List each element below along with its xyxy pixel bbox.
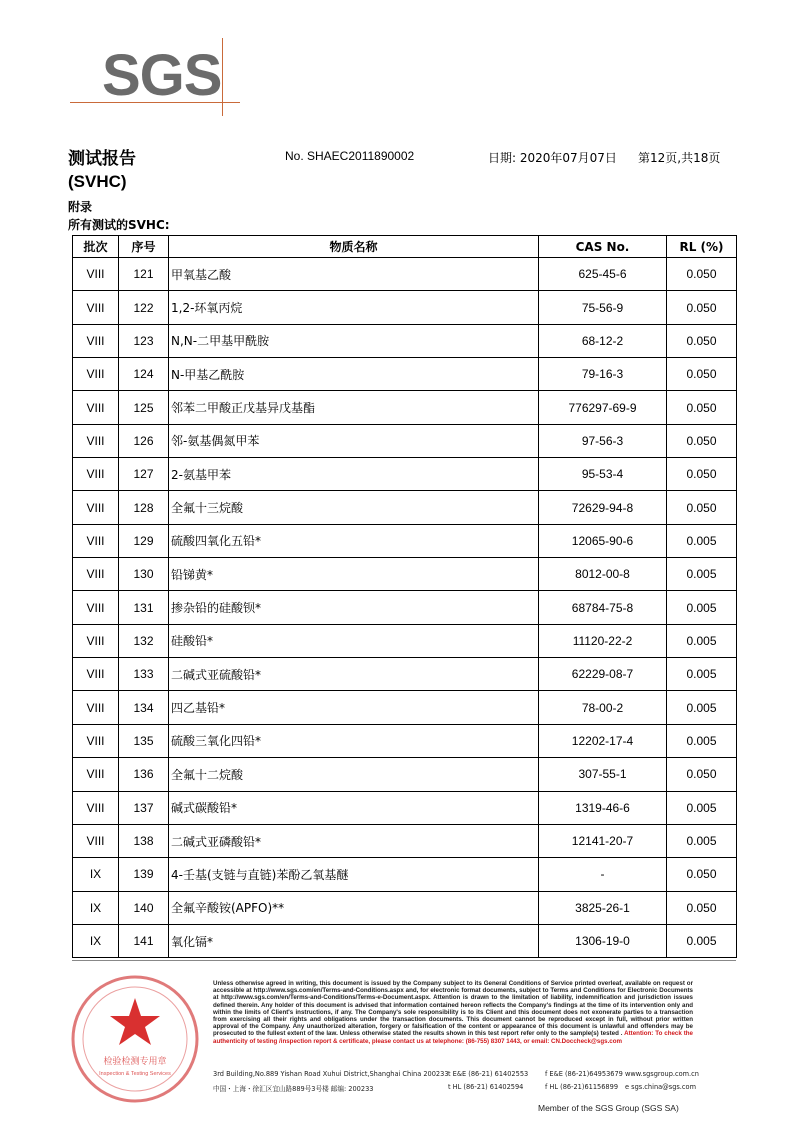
batch-cell: VIII [73, 391, 119, 424]
svhc-table [72, 235, 737, 958]
address-en: 3rd Building,No.889 Yishan Road Xuhui District,Shanghai China 200233 [213, 1070, 449, 1078]
table-row [73, 924, 737, 957]
seq-cell: 135 [119, 724, 169, 757]
table-row [73, 358, 737, 391]
table-row [73, 624, 737, 657]
report-number: No. SHAEC2011890002 [285, 149, 415, 163]
email: e sgs.china@sgs.com [625, 1083, 696, 1091]
table-row [73, 491, 737, 524]
batch-cell: VIII [73, 324, 119, 357]
cas-cell: 625-45-6 [539, 258, 667, 291]
seq-cell: 136 [119, 758, 169, 791]
substance-cell: 氧化镉* [169, 924, 539, 957]
seq-cell: 122 [119, 291, 169, 324]
batch-cell: IX [73, 858, 119, 891]
cas-cell: 68784-75-8 [539, 591, 667, 624]
seq-cell: 121 [119, 258, 169, 291]
batch-cell: VIII [73, 291, 119, 324]
table-body [73, 258, 737, 958]
substance-cell: 硅酸铅* [169, 624, 539, 657]
batch-cell: VIII [73, 591, 119, 624]
cas-cell: 68-12-2 [539, 324, 667, 357]
cas-cell: 1306-19-0 [539, 924, 667, 957]
terms-fine-print [213, 980, 693, 1045]
website: www.sgsgroup.com.cn [625, 1070, 699, 1078]
rl-cell: 0.005 [667, 691, 737, 724]
tel-ee: t E&E (86-21) 61402553 [448, 1070, 529, 1078]
substance-cell: 四乙基铅* [169, 691, 539, 724]
batch-cell: VIII [73, 724, 119, 757]
rl-cell: 0.005 [667, 724, 737, 757]
col-header-seq: 序号 [119, 236, 169, 258]
seq-cell: 138 [119, 824, 169, 857]
cas-cell: 776297-69-9 [539, 391, 667, 424]
cas-cell: 12065-90-6 [539, 524, 667, 557]
logo-vertical-rule [222, 38, 223, 116]
seq-cell: 128 [119, 491, 169, 524]
substance-cell: 硫酸三氧化四铅* [169, 724, 539, 757]
cas-cell: 62229-08-7 [539, 658, 667, 691]
substance-cell: 掺杂铅的硅酸钡* [169, 591, 539, 624]
substance-cell: 4-壬基(支链与直链)苯酚乙氧基醚 [169, 858, 539, 891]
col-header-cas: CAS No. [539, 236, 667, 258]
stamp-text: 检验检测专用章 [103, 1057, 167, 1067]
attention-text: Attention: To check the authenticity of testing /inspection report & certificate, please contact us at telephone: (86-755) 8307 1443, or email: CN.Doccheck@sgs.com [213, 1030, 693, 1045]
cas-cell: 78-00-2 [539, 691, 667, 724]
seq-cell: 134 [119, 691, 169, 724]
page-number: 第12页,共18页 [638, 151, 721, 165]
batch-cell: VIII [73, 358, 119, 391]
rl-cell: 0.050 [667, 391, 737, 424]
batch-cell: IX [73, 891, 119, 924]
batch-cell: VIII [73, 691, 119, 724]
logo-text: SGS [102, 43, 222, 108]
batch-cell: VIII [73, 624, 119, 657]
fax-hl: f HL (86-21)61156899 [545, 1083, 619, 1091]
rl-cell: 0.050 [667, 324, 737, 357]
cas-cell: 1319-46-6 [539, 791, 667, 824]
inspection-stamp-icon [68, 972, 202, 1106]
substance-cell: 邻-氨基偶氮甲苯 [169, 424, 539, 457]
member-text: Member of the SGS Group (SGS SA) [538, 1103, 679, 1113]
substance-cell: 硫酸四氧化五铅* [169, 524, 539, 557]
rl-cell: 0.005 [667, 924, 737, 957]
cas-cell: - [539, 858, 667, 891]
rl-cell: 0.005 [667, 658, 737, 691]
rl-cell: 0.005 [667, 591, 737, 624]
table-row [73, 458, 737, 491]
rl-cell: 0.050 [667, 858, 737, 891]
cas-cell: 97-56-3 [539, 424, 667, 457]
substance-cell: 2-氨基甲苯 [169, 458, 539, 491]
terms-text: Unless otherwise agreed in writing, this document is issued by the Company subject to its General Conditions of Service printed overleaf, available on request or accessible at http://www.sgs.com/en/Terms-and-Conditions.aspx and, for electronic format documents, subject to Terms and Conditions for Electronic Documents at http://www.sgs.com/en/Terms-and-Conditions/Terms-e-Document.aspx. Attention is drawn to the limitation of liability, indemnification and jurisdiction issues defined therein. Any holder of this document is advised that information contained hereon reflects the Company's findings at the time of its intervention only and within the limits of Client's instructions, if any. The Company's sole responsibility is to its Client and this document does not exonerate parties to a transaction from exercising all their rights and obligations under the transaction documents. This document cannot be reproduced except in full, without prior written approval of the Company. Any unauthorized alteration, forgery or falsification of the content or appearance of this document is unlawful and offenders may be prosecuted to the fullest extent of the law. Unless otherwise stated the results shown in this test report refer only to the sample(s) tested . [213, 980, 693, 1038]
table-row [73, 724, 737, 757]
substance-cell: 邻苯二甲酸正戊基异戊基酯 [169, 391, 539, 424]
table-row [73, 658, 737, 691]
appendix-label: 附录 [68, 200, 93, 214]
rl-cell: 0.005 [667, 824, 737, 857]
rl-cell: 0.050 [667, 258, 737, 291]
rl-cell: 0.050 [667, 358, 737, 391]
col-header-batch: 批次 [73, 236, 119, 258]
all-tested-label: 所有测试的SVHC: [68, 218, 170, 232]
footer-divider [72, 960, 736, 961]
fax-ee: f E&E (86-21)64953679 [545, 1070, 623, 1078]
cas-cell: 3825-26-1 [539, 891, 667, 924]
stamp-en: Inspection & Testing Services [99, 1071, 171, 1077]
batch-cell: VIII [73, 791, 119, 824]
table-row [73, 258, 737, 291]
cas-cell: 75-56-9 [539, 291, 667, 324]
seq-cell: 140 [119, 891, 169, 924]
batch-cell: IX [73, 924, 119, 957]
seq-cell: 130 [119, 558, 169, 591]
substance-cell: 甲氧基乙酸 [169, 258, 539, 291]
table-header-row [73, 236, 737, 258]
table-row [73, 758, 737, 791]
table-row [73, 558, 737, 591]
tel-hl: t HL (86-21) 61402594 [448, 1083, 524, 1091]
rl-cell: 0.050 [667, 758, 737, 791]
cas-cell: 11120-22-2 [539, 624, 667, 657]
batch-cell: VIII [73, 658, 119, 691]
substance-cell: 二碱式亚磷酸铅* [169, 824, 539, 857]
report-title: 测试报告 [68, 149, 136, 169]
batch-cell: VIII [73, 758, 119, 791]
batch-cell: VIII [73, 458, 119, 491]
batch-cell: VIII [73, 558, 119, 591]
rl-cell: 0.050 [667, 291, 737, 324]
substance-cell: 全氟十二烷酸 [169, 758, 539, 791]
rl-cell: 0.005 [667, 624, 737, 657]
table-row [73, 324, 737, 357]
seq-cell: 131 [119, 591, 169, 624]
table-row [73, 858, 737, 891]
seq-cell: 123 [119, 324, 169, 357]
cas-cell: 12202-17-4 [539, 724, 667, 757]
seq-cell: 129 [119, 524, 169, 557]
seq-cell: 141 [119, 924, 169, 957]
table-row [73, 591, 737, 624]
batch-cell: VIII [73, 424, 119, 457]
table-row [73, 691, 737, 724]
seq-cell: 132 [119, 624, 169, 657]
cas-cell: 72629-94-8 [539, 491, 667, 524]
col-header-rl: RL (%) [667, 236, 737, 258]
table-row [73, 524, 737, 557]
substance-cell: 全氟十三烷酸 [169, 491, 539, 524]
report-date: 日期: 2020年07月07日 [488, 151, 617, 165]
rl-cell: 0.005 [667, 524, 737, 557]
seq-cell: 125 [119, 391, 169, 424]
table-row [73, 791, 737, 824]
rl-cell: 0.050 [667, 891, 737, 924]
substance-cell: 全氟辛酸铵(APFO)** [169, 891, 539, 924]
cas-cell: 8012-00-8 [539, 558, 667, 591]
substance-cell: 铅锑黄* [169, 558, 539, 591]
table-row [73, 891, 737, 924]
seq-cell: 127 [119, 458, 169, 491]
sgs-logo [70, 38, 240, 116]
report-subtitle: (SVHC) [68, 172, 127, 191]
substance-cell: N-甲基乙酰胺 [169, 358, 539, 391]
col-header-substance: 物质名称 [169, 236, 539, 258]
table-row [73, 424, 737, 457]
table-row [73, 824, 737, 857]
cas-cell: 95-53-4 [539, 458, 667, 491]
seq-cell: 124 [119, 358, 169, 391]
rl-cell: 0.005 [667, 791, 737, 824]
rl-cell: 0.050 [667, 458, 737, 491]
substance-cell: 碱式碳酸铅* [169, 791, 539, 824]
seq-cell: 126 [119, 424, 169, 457]
batch-cell: VIII [73, 258, 119, 291]
substance-cell: N,N-二甲基甲酰胺 [169, 324, 539, 357]
seq-cell: 139 [119, 858, 169, 891]
seq-cell: 133 [119, 658, 169, 691]
rl-cell: 0.005 [667, 558, 737, 591]
seq-cell: 137 [119, 791, 169, 824]
rl-cell: 0.050 [667, 491, 737, 524]
rl-cell: 0.050 [667, 424, 737, 457]
batch-cell: VIII [73, 824, 119, 857]
batch-cell: VIII [73, 524, 119, 557]
table-row [73, 291, 737, 324]
cas-cell: 12141-20-7 [539, 824, 667, 857]
substance-cell: 二碱式亚硫酸铅* [169, 658, 539, 691]
address-cn: 中国・上海・徐汇区宜山路889号3号楼 邮编: 200233 [213, 1085, 374, 1093]
cas-cell: 307-55-1 [539, 758, 667, 791]
substance-cell: 1,2-环氧丙烷 [169, 291, 539, 324]
batch-cell: VIII [73, 491, 119, 524]
table-row [73, 391, 737, 424]
cas-cell: 79-16-3 [539, 358, 667, 391]
